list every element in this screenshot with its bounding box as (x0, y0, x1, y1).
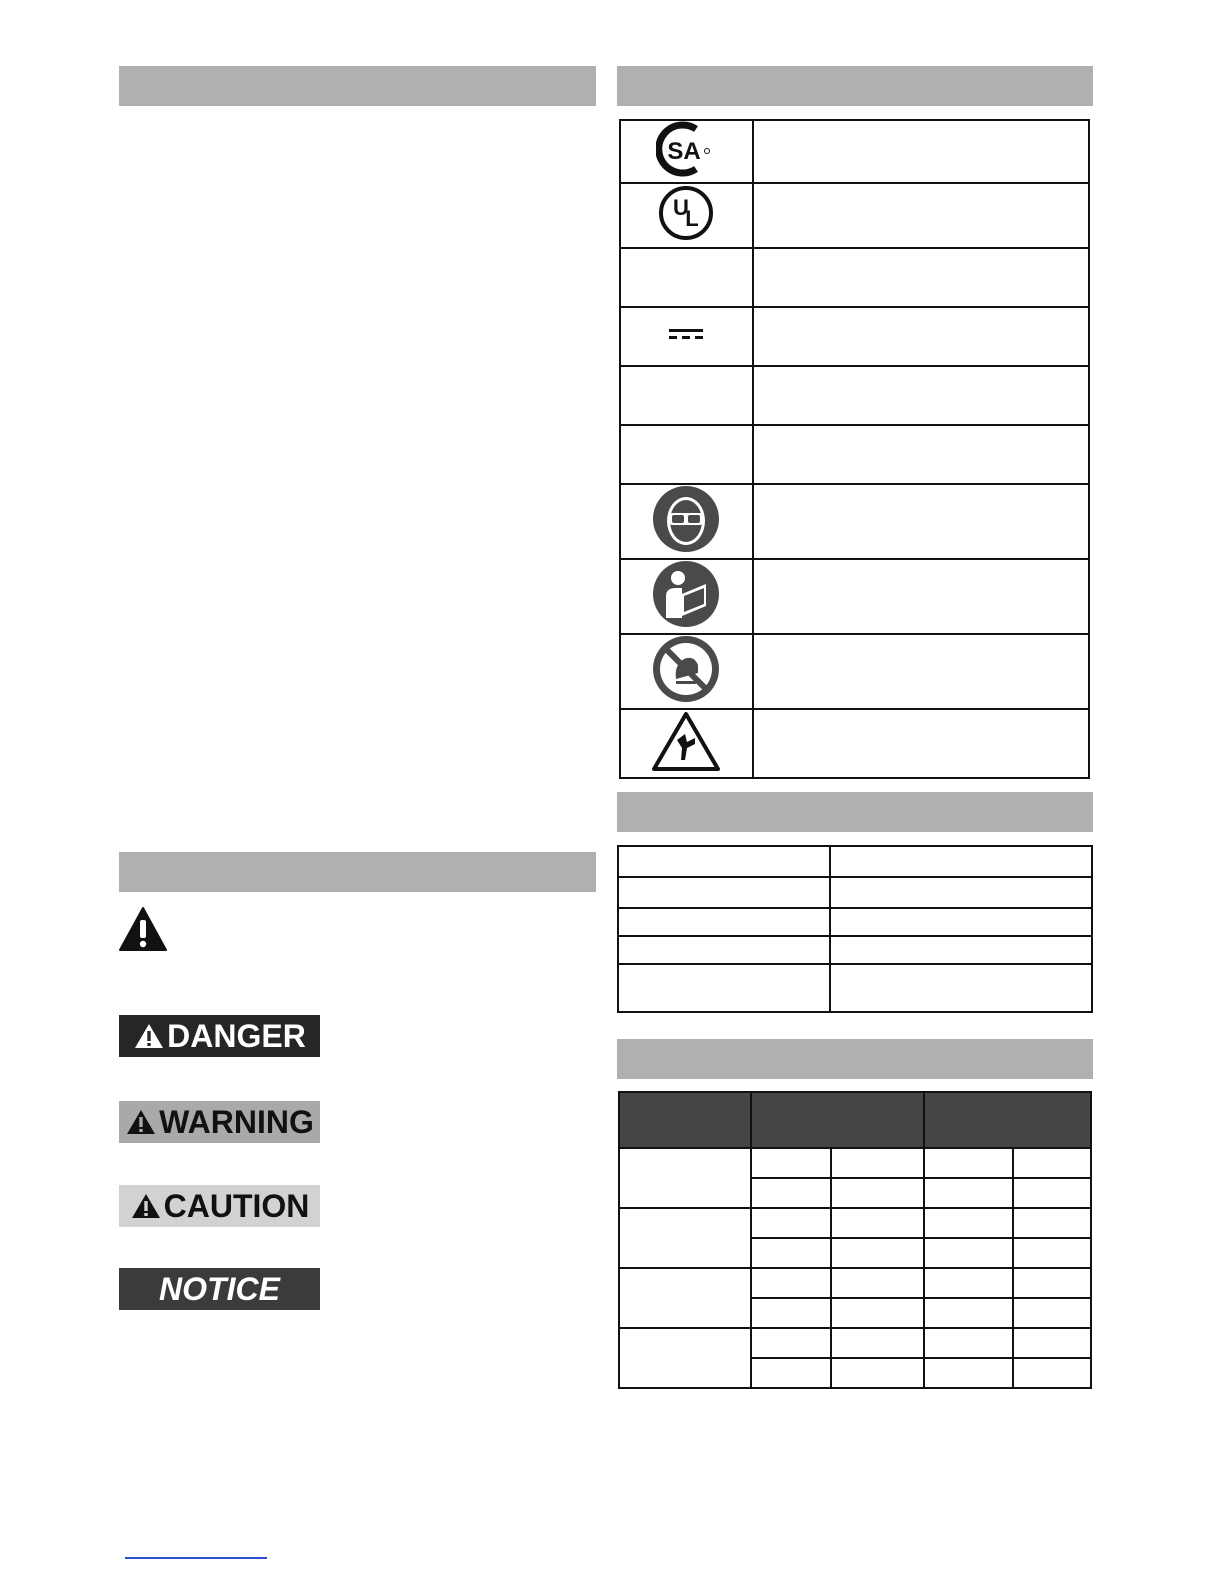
safety-alert-icon (118, 906, 168, 952)
section-bar-left-top (119, 66, 596, 106)
direct-current-icon (666, 326, 706, 342)
csa-mark-icon (656, 121, 716, 177)
danger-label: DANGER (167, 1017, 306, 1054)
no-hand-contact-icon (652, 635, 720, 703)
symbol-row (620, 183, 1089, 248)
alert-triangle-icon (130, 1192, 162, 1220)
section-bar-chart (617, 1039, 1093, 1079)
symbol-row (620, 634, 1089, 709)
symbol-row (620, 709, 1089, 778)
caution-signal-panel (119, 1185, 320, 1227)
svg-text:U: U (673, 195, 690, 220)
spec-row (618, 846, 1092, 877)
grid-row (619, 1328, 1091, 1358)
grid-row (619, 1268, 1091, 1298)
notice-label: NOTICE (159, 1270, 280, 1307)
symbol-row (620, 248, 1089, 307)
symbol-row (620, 559, 1089, 634)
footer-link-underline[interactable] (125, 1557, 267, 1559)
caution-label: CAUTION (163, 1187, 310, 1224)
alert-triangle-icon (133, 1022, 165, 1050)
section-bar-symbols (617, 66, 1093, 106)
spec-row (618, 936, 1092, 964)
grid-row (619, 1208, 1091, 1238)
grid-header-row (619, 1092, 1091, 1148)
eye-protection-icon (652, 485, 720, 553)
grid-row (619, 1148, 1091, 1178)
section-bar-left-safety (119, 852, 596, 892)
svg-text:SA: SA (667, 138, 702, 165)
symbol-row (620, 307, 1089, 366)
hand-hazard-icon (651, 710, 721, 772)
alert-triangle-icon (125, 1108, 157, 1136)
notice-signal-panel (119, 1268, 320, 1310)
symbol-row (620, 425, 1089, 484)
warning-label: WARNING (159, 1103, 314, 1140)
spec-row (618, 964, 1092, 1012)
danger-signal-panel (119, 1015, 320, 1057)
warning-signal-panel (119, 1101, 320, 1143)
svg-text:L: L (685, 206, 700, 231)
section-bar-specifications (617, 792, 1093, 832)
symbol-row (620, 120, 1089, 183)
symbols-table (619, 119, 1090, 779)
data-grid-table (618, 1091, 1092, 1389)
symbol-row (620, 484, 1089, 559)
specifications-table (617, 845, 1093, 1013)
ul-mark-icon (657, 184, 715, 242)
read-manual-icon (652, 560, 720, 628)
spec-row (618, 908, 1092, 936)
symbol-row (620, 366, 1089, 425)
spec-row (618, 877, 1092, 908)
